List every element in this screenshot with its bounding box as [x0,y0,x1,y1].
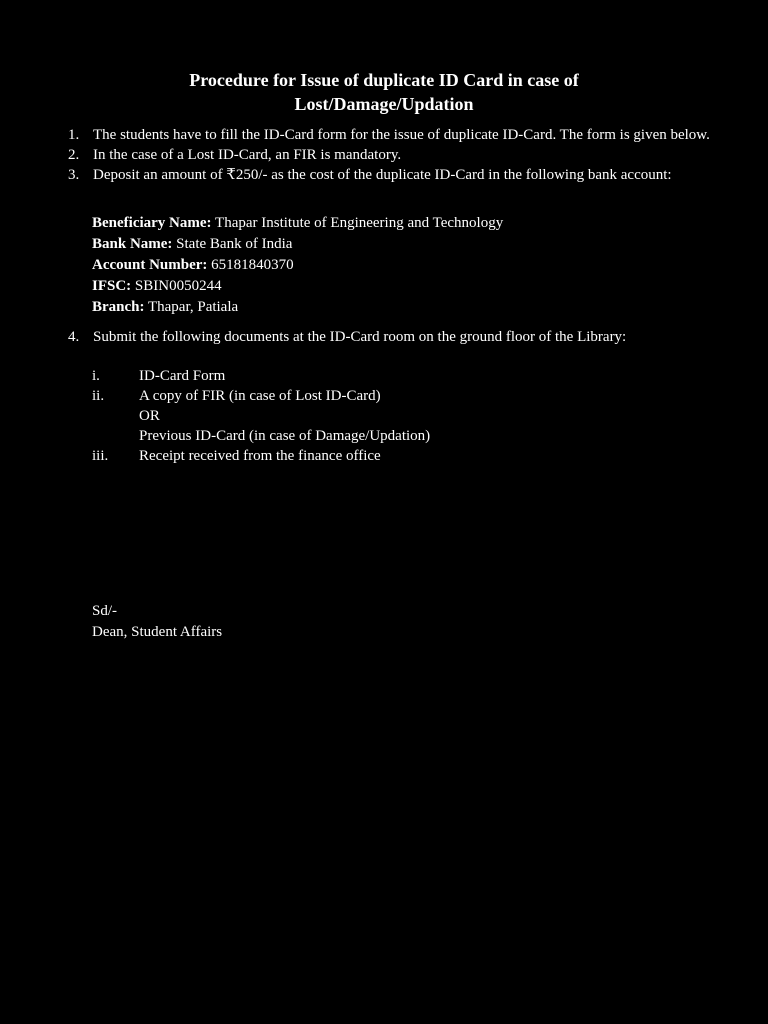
step-number: 4. [68,329,80,345]
step-number: 1. [68,127,80,143]
document-text: Previous ID-Card (in case of Damage/Updation) [139,428,431,444]
account-number-value: 65181840370 [207,257,294,273]
document-numeral: i. [92,368,100,384]
branch-row [92,297,503,318]
procedure-steps [68,125,733,185]
document-item [92,406,692,426]
document-text: A copy of FIR (in case of Lost ID-Card) [139,388,381,404]
bank-name-row [92,234,503,255]
step-item [68,165,733,185]
beneficiary-row [92,213,503,234]
ifsc-value: SBIN0050244 [131,278,222,294]
document-item [92,426,692,446]
bank-name-label: Bank Name: [92,236,173,252]
step-item [68,125,733,145]
document-numeral: iii. [92,448,109,464]
signature-designation: Dean, Student Affairs [92,624,223,640]
title-line-2: Lost/Damage/Updation [294,94,474,114]
branch-label: Branch: [92,299,145,315]
ifsc-row [92,276,503,297]
beneficiary-value: Thapar Institute of Engineering and Technology [211,215,504,231]
ifsc-label: IFSC: [92,278,132,294]
document-text: OR [139,408,160,424]
step-text: Submit the following documents at the ID-Card room on the ground floor of the Library: [93,329,627,345]
signature-sd: Sd/- [92,603,118,619]
step-text: Deposit an amount of ₹250/- as the cost of the duplicate ID-Card in the following bank account: [93,167,672,183]
beneficiary-label: Beneficiary Name: [92,215,212,231]
step-number: 3. [68,167,80,183]
document-text: ID-Card Form [139,368,226,384]
bank-name-value: State Bank of India [172,236,293,252]
document-text: Receipt received from the finance office [139,448,381,464]
step-text: In the case of a Lost ID-Card, an FIR is mandatory. [93,147,402,163]
page-title [0,68,768,116]
document-numeral: ii. [92,388,105,404]
account-number-label: Account Number: [92,257,208,273]
signature-block [92,601,222,643]
document-item [92,366,692,386]
document-item [92,446,692,466]
bank-details [92,213,503,318]
step-number: 2. [68,147,80,163]
step-item [68,327,758,347]
branch-value: Thapar, Patiala [144,299,239,315]
documents-list [92,366,692,466]
step-item [68,145,733,165]
title-line-1: Procedure for Issue of duplicate ID Card in case of [189,70,579,90]
account-number-row [92,255,503,276]
step-text: The students have to fill the ID-Card form for the issue of duplicate ID-Card. The form is given below. [93,127,710,143]
document-item [92,386,692,406]
